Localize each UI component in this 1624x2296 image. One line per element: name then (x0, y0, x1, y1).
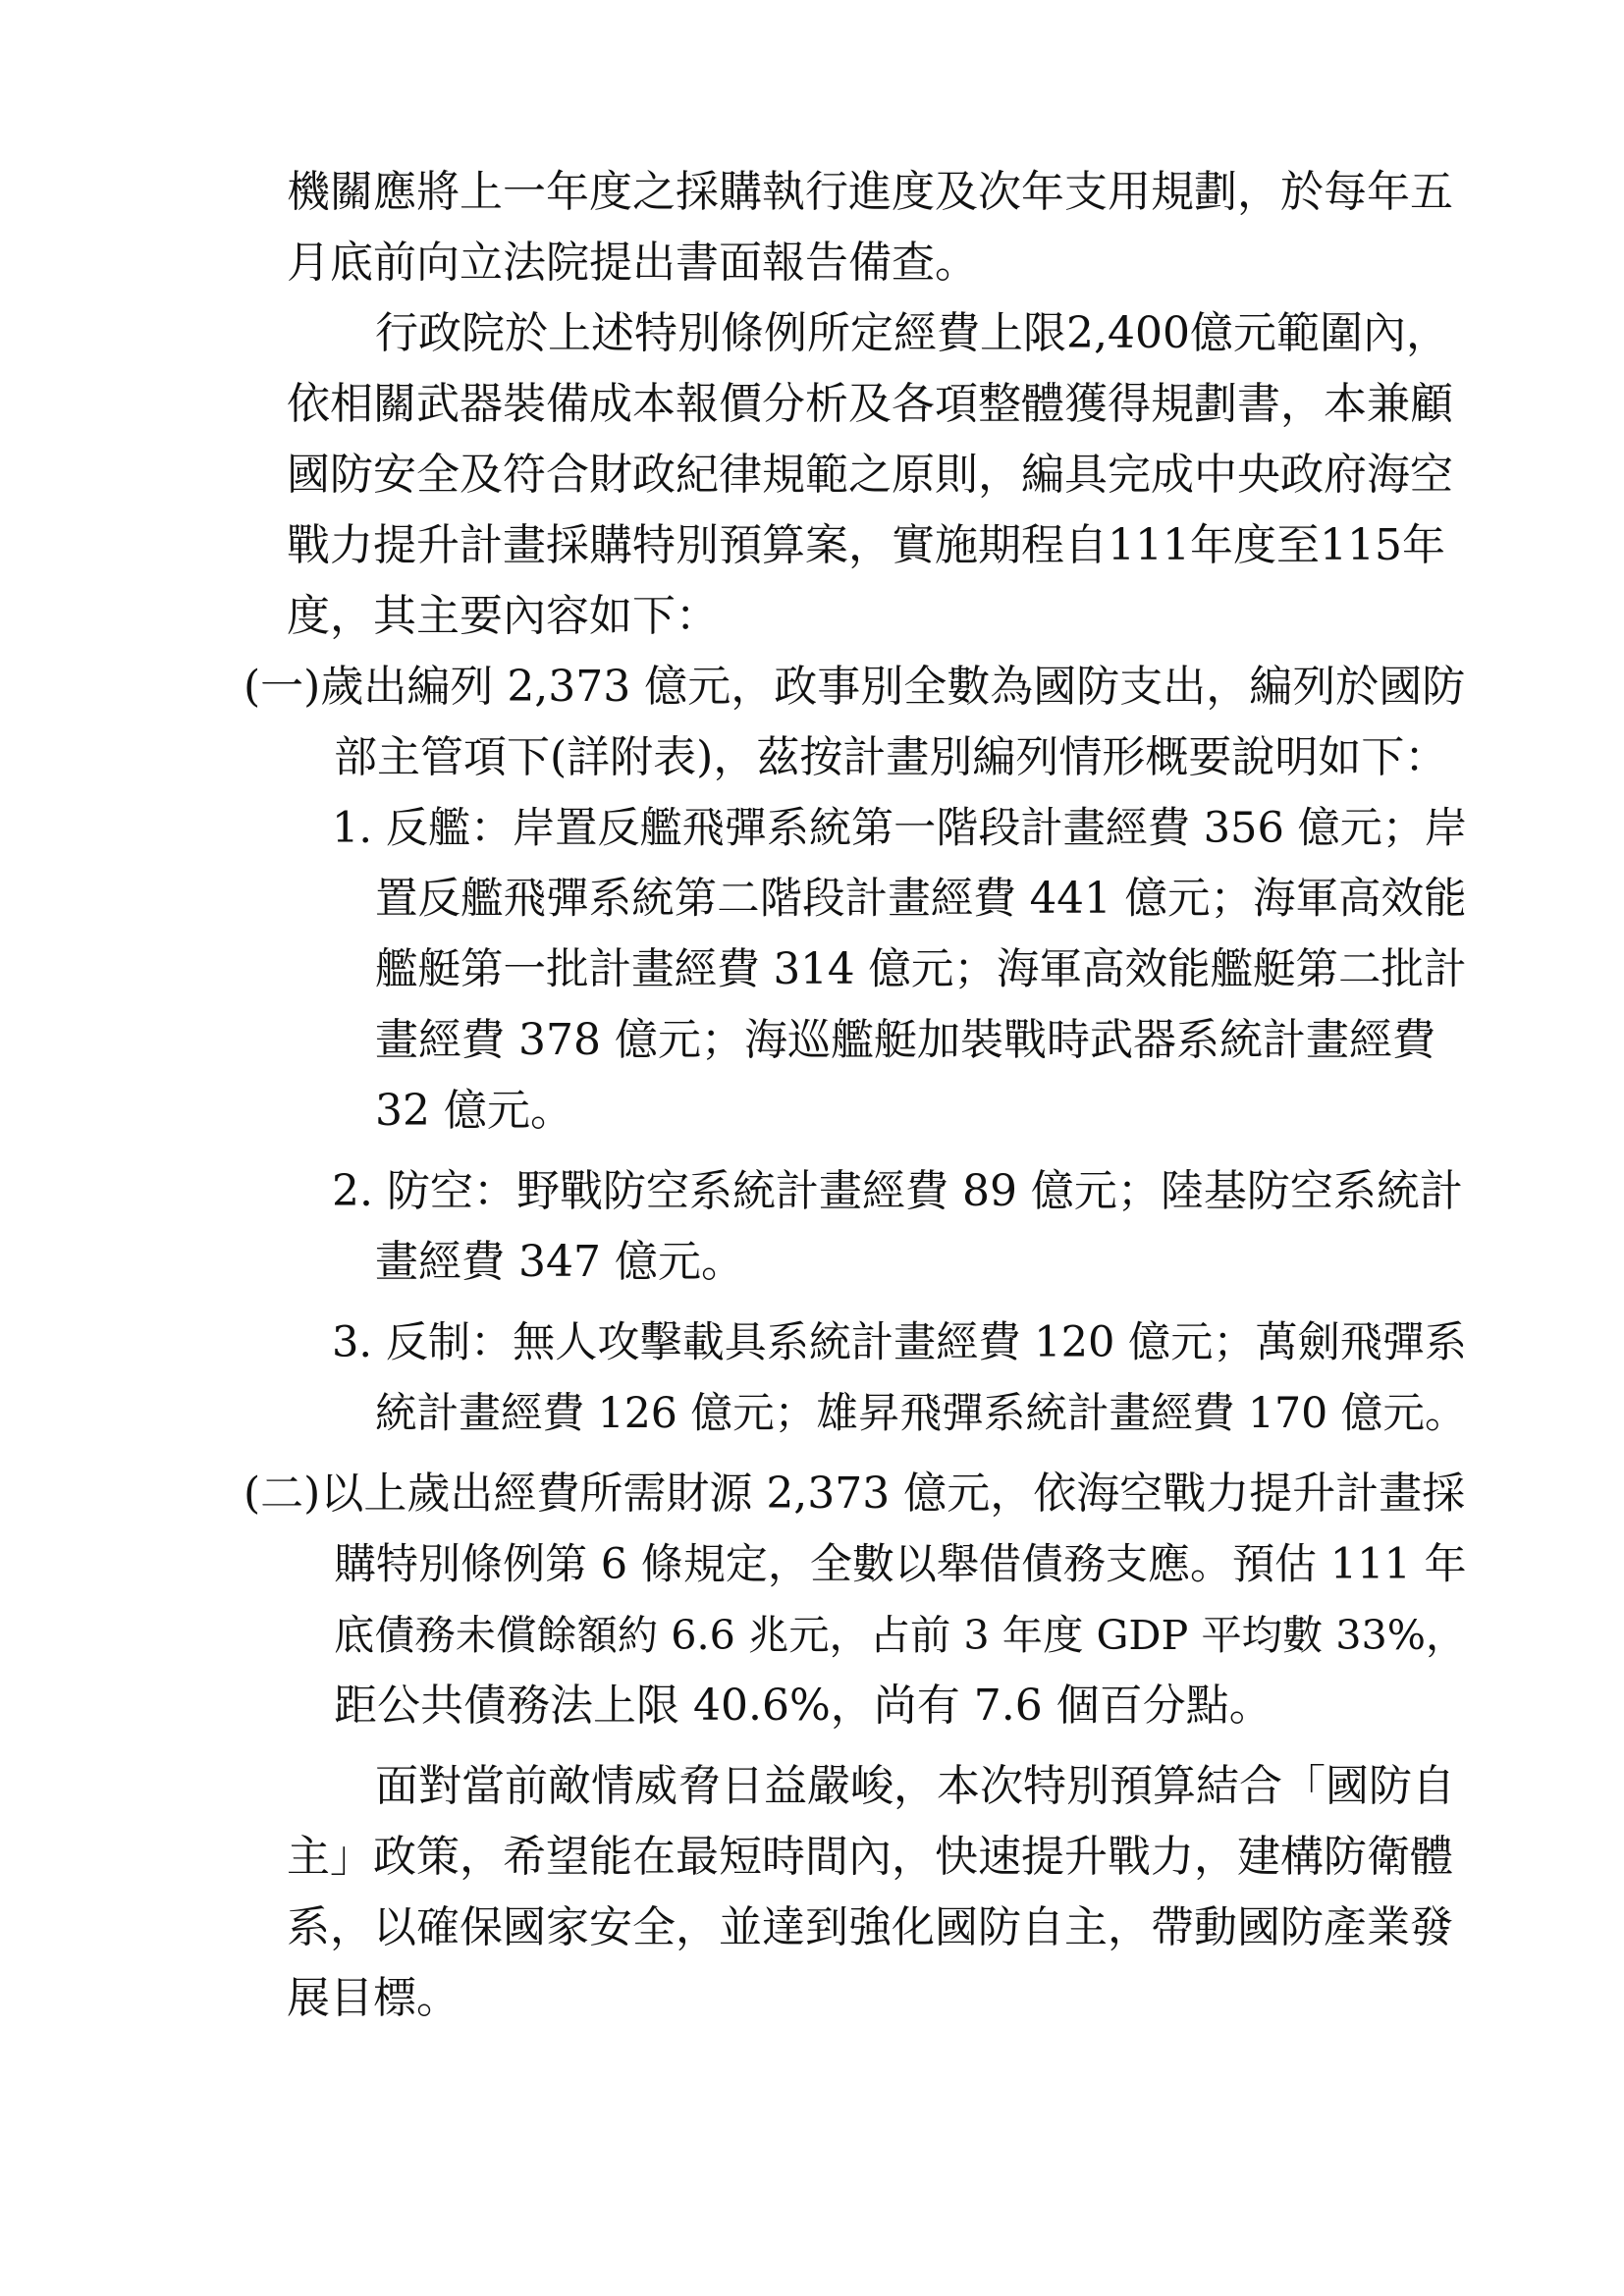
item1-line-1: 1. 反艦：岸置反艦飛彈系統第一階段計畫經費 356 億元；岸 (332, 804, 1468, 853)
section2-line-1: (二)以上歲出經費所需財源 2,373 億元，依海空戰力提升計畫採 (244, 1468, 1466, 1519)
item2-line-1: 2. 防空：野戰防空系統計畫經費 89 億元；陸基防空系統計 (332, 1166, 1463, 1216)
para2-line-5: 度，其主要內容如下： (287, 591, 719, 641)
section2-line-4: 距公共債務法上限 40.6%，尚有 7.6 個百分點。 (334, 1681, 1272, 1731)
para1-line-2: 月底前向立法院提出書面報告備查。 (287, 238, 978, 288)
section1-line-2: 部主管項下(詳附表)，茲按計畫別編列情形概要說明如下： (334, 732, 1448, 782)
para2-line-2: 依相關武器裝備成本報價分析及各項整體獲得規劃書，本兼顧 (287, 379, 1453, 429)
item2-line-2: 畫經費 347 億元。 (375, 1237, 744, 1287)
item1-line-4: 畫經費 378 億元；海巡艦艇加裝戰時武器系統計畫經費 (375, 1015, 1435, 1065)
item1-line-3: 艦艇第一批計畫經費 314 億元；海軍高效能艦艇第二批計 (375, 945, 1467, 994)
item3-line-2: 統計畫經費 126 億元；雄昇飛彈系統計畫經費 170 億元。 (375, 1389, 1467, 1438)
section2-line-3: 底債務未償餘額約 6.6 兆元，占前 3 年度 GDP 平均數 33%， (334, 1612, 1467, 1659)
para2-line-4: 戰力提升計畫採購特別預算案，實施期程自111年度至115年 (287, 520, 1445, 570)
para3-line-1: 面對當前敵情威脅日益嚴峻，本次特別預算結合「國防自 (375, 1761, 1455, 1811)
item1-line-5: 32 億元。 (375, 1086, 573, 1136)
item3-line-1: 3. 反制：無人攻擊載具系統計畫經費 120 億元；萬劍飛彈系 (332, 1318, 1468, 1367)
para2-line-1: 行政院於上述特別條例所定經費上限2,400億元範圍內， (375, 308, 1449, 358)
para3-line-2: 主」政策，希望能在最短時間內，快速提升戰力，建構防衛體 (287, 1832, 1453, 1882)
section2-line-2: 購特別條例第 6 條規定，全數以舉借債務支應。預估 111 年 (334, 1540, 1467, 1589)
para1-line-1: 機關應將上一年度之採購執行進度及次年支用規劃，於每年五 (287, 167, 1453, 217)
item1-line-2: 置反艦飛彈系統第二階段計畫經費 441 億元；海軍高效能 (375, 875, 1467, 924)
para3-line-4: 展目標。 (287, 1973, 460, 2023)
para3-line-3: 系，以確保國家安全，並達到強化國防自主，帶動國防產業發 (287, 1902, 1453, 1952)
para2-line-3: 國防安全及符合財政紀律規範之原則，編具完成中央政府海空 (287, 450, 1453, 500)
section1-line-1: (一)歲出編列 2,373 億元，政事別全數為國防支出，編列於國防 (244, 662, 1466, 712)
